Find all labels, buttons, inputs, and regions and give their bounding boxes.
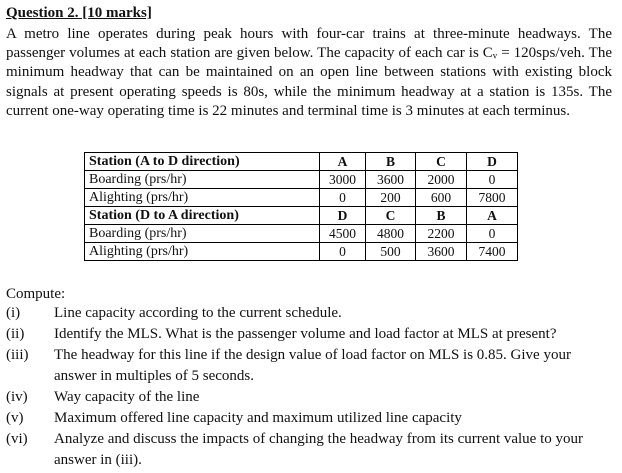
table-cell: 3600 [416,243,467,261]
row-label: Station (A to D direction) [85,153,320,171]
table-cell: 200 [366,189,416,207]
passenger-volume-table [84,152,518,261]
task-text: Analyze and discuss the impacts of changing the headway from its current value to your answer in (iii). [54,431,584,468]
task-text: Identify the MLS. What is the passenger volume and load factor at MLS at present? [54,326,557,342]
table-cell: B [416,207,467,225]
table-cell: 2000 [416,171,467,189]
table-cell: C [416,153,467,171]
task-text: The headway for this line if the design value of load factor on MLS is 0.85. Give your answer in multiples of 5 seconds. [54,347,571,384]
task-number: (iii) [6,347,29,363]
question-heading: Question 2. [10 marks] [6,5,152,21]
table-cell: 4800 [366,225,416,243]
table-cell: 3000 [320,171,366,189]
table-header-row [85,207,518,225]
table-cell: A [320,153,366,171]
table-cell: B [366,153,416,171]
task-text: Way capacity of the line [54,389,200,405]
table-cell: 0 [320,243,366,261]
table-cell: 0 [467,171,518,189]
table-header-row [85,153,518,171]
row-label: Station (D to A direction) [85,207,320,225]
table-cell: 0 [467,225,518,243]
task-number: (i) [6,305,21,321]
table-cell: 7800 [467,189,518,207]
task-text: Line capacity according to the current schedule. [54,305,342,321]
table-cell: 4500 [320,225,366,243]
row-label: Boarding (prs/hr) [85,171,320,189]
table-row [85,189,518,207]
task-number: (iv) [6,389,28,405]
table-cell: 0 [320,189,366,207]
table-cell: C [366,207,416,225]
task-text: Maximum offered line capacity and maximum utilized line capacity [54,410,462,426]
row-label: Boarding (prs/hr) [85,225,320,243]
task-number: (v) [6,410,24,426]
table-cell: 3600 [366,171,416,189]
table-cell: 7400 [467,243,518,261]
table-row [85,225,518,243]
task-number: (vi) [6,431,28,447]
table-cell: 600 [416,189,467,207]
table-row [85,243,518,261]
table-cell: 2200 [416,225,467,243]
table-cell: D [320,207,366,225]
table-cell: 500 [366,243,416,261]
compute-heading: Compute: [6,286,66,302]
row-label: Alighting (prs/hr) [85,189,320,207]
problem-statement: A metro line operates during peak hours with four-car trains at three-minute headways. The passenger volumes at each station are given below. The capacity of each car is Cᵥ = 120sps/veh. The minimum headway that can be maintained on an open line between stations with existing block signals at present operating speeds is 80s, while the minimum headway at a station is 135s. The current one-way operating time is 22 minutes and terminal time is 3 minutes at each terminus. [6,26,612,119]
table-cell: A [467,207,518,225]
task-number: (ii) [6,326,25,342]
table-cell: D [467,153,518,171]
row-label: Alighting (prs/hr) [85,243,320,261]
table-row [85,171,518,189]
